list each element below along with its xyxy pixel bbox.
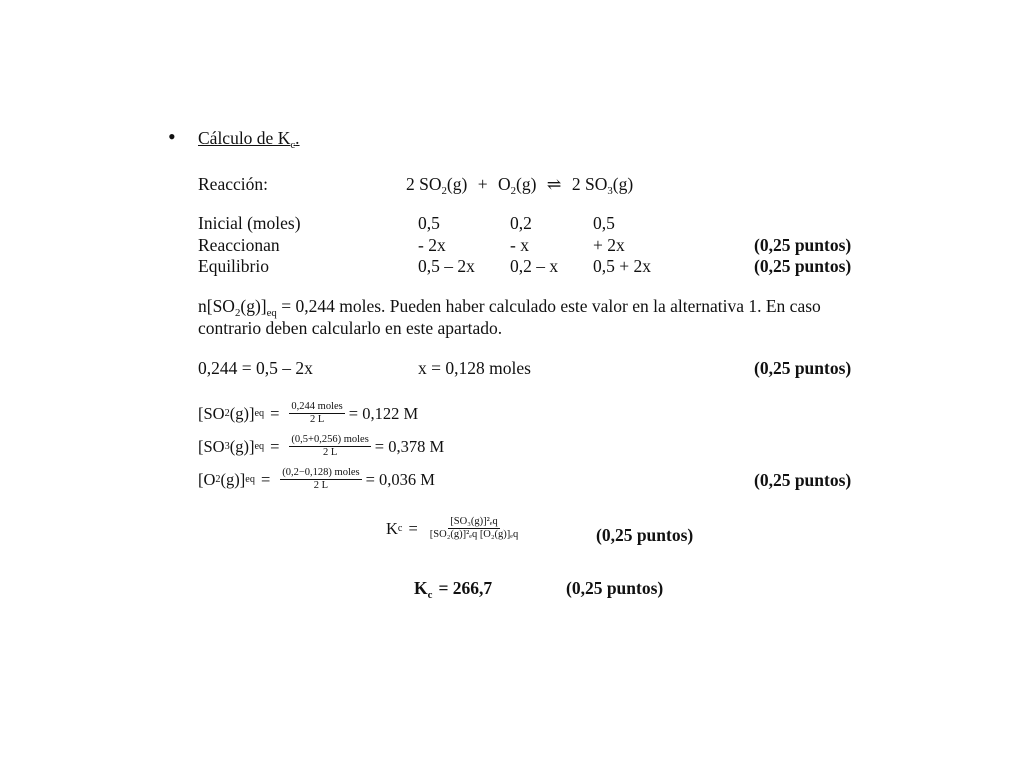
product-so3-state: (g) (612, 174, 634, 194)
ice-cell-so2: 0,5 – 2x (418, 256, 475, 276)
ice-cell-o2: 0,2 (510, 213, 532, 233)
fraction-numerator: (0,5+0,256) moles (291, 434, 369, 445)
kc-symbol: K (386, 518, 398, 538)
heading-text: Cálculo de K (198, 128, 291, 148)
equals-sign: = (408, 518, 418, 538)
fraction-denominator: 2 L (313, 480, 329, 491)
section-heading (198, 128, 300, 149)
points-label: (0,25 puntos) (596, 525, 694, 545)
fraction-numerator: 0,244 moles (291, 401, 343, 412)
paragraph-line-2: contrario deben calcularlo en este apartado. (198, 318, 503, 338)
points-label: (0,25 puntos) (754, 256, 852, 276)
plus-sign: + (477, 174, 488, 194)
ice-cell-o2: 0,2 – x (510, 256, 559, 276)
species-state: (g) (229, 436, 249, 456)
kc-fraction (428, 516, 520, 541)
ice-cell-so2: - 2x (418, 235, 446, 255)
reactant-o2: O (497, 174, 511, 194)
kc-numerator: [SO₃(g)]²ₑq (450, 516, 498, 527)
solve-equation: 0,244 = 0,5 – 2x (198, 358, 313, 378)
kc-subscript: c (427, 588, 433, 601)
species-bracket: [ (198, 469, 204, 489)
moles-expression: n[SO (198, 296, 235, 316)
paragraph-line-1 (198, 296, 821, 317)
fraction (289, 401, 344, 426)
paragraph-text: = 0,244 moles. Pueden haber calculado este valor en la alternativa 1. En caso (276, 296, 821, 316)
points-label: (0,25 puntos) (754, 358, 852, 378)
reactant-so2-state: (g) (446, 174, 468, 194)
fraction-denominator: 2 L (309, 414, 325, 425)
concentration-o2: [ O 2 (g) ] eq = $\frac{\text{(0,2−0,128) moles}}{2 L}$ = 0,036 M (198, 467, 435, 491)
reaction-equation (406, 174, 633, 195)
species-bracket: ] (239, 469, 246, 489)
species-state: (g) (220, 469, 240, 489)
ice-row-label: Reaccionan (198, 235, 280, 255)
ice-cell-o2: - x (510, 235, 529, 255)
ice-cell-so3: 0,5 (593, 213, 615, 233)
concentration-so2: [ SO 2 (g) ] eq = $\frac{\text{0,244 moles}}{2 L}$ = 0,122 M (198, 401, 419, 425)
ice-row-label: Inicial (moles) (198, 213, 301, 233)
species-formula: SO (203, 403, 225, 423)
species-bracket: ] (248, 436, 255, 456)
ice-cell-so3: + 2x (593, 235, 625, 255)
moles-expression-mid: (g)] (240, 296, 267, 316)
reactant-so2-sub: 2 (441, 184, 447, 197)
points-label: (0,25 puntos) (754, 470, 852, 490)
kc-expression: K c = $\frac{\text{[SO₃(g)]²ₑq}}{\text{[SO₂(g)]²ₑq [O₂(g)]ₑq}}$ (386, 516, 519, 540)
solve-result: x = 0,128 moles (418, 358, 531, 378)
points-label: (0,25 puntos) (754, 235, 852, 255)
reaction-label: Reacción: (198, 174, 268, 194)
species-formula: O (203, 469, 216, 489)
concentration-result: = 0,122 M (348, 403, 419, 423)
kc-symbol: K (414, 578, 428, 598)
concentration-so3: [ SO 3 (g) ] eq = $\frac{\text{(0,5+0,256) moles}}{2 L}$ = 0,378 M (198, 434, 445, 458)
product-so3-coef: 2 SO (571, 174, 608, 194)
species-state: (g) (229, 403, 249, 423)
kc-result (414, 578, 492, 599)
fraction-numerator: (0,2−0,128) moles (282, 467, 360, 478)
species-formula: SO (203, 436, 225, 456)
reactant-so2-coef: 2 SO (406, 174, 442, 194)
kc-denominator: [SO₂(g)]²ₑq [O₂(g)]ₑq (429, 529, 519, 540)
reactant-o2-state: (g) (516, 174, 537, 194)
fraction (289, 434, 370, 459)
moles-expression-sub: 2 (234, 306, 241, 319)
heading-tail: . (295, 128, 300, 148)
points-label: (0,25 puntos) (566, 578, 664, 598)
concentration-result: = 0,036 M (365, 469, 435, 489)
species-bracket: ] (248, 403, 255, 423)
kc-value: = 266,7 (438, 578, 493, 598)
species-bracket: [ (198, 403, 204, 423)
concentration-result: = 0,378 M (374, 436, 445, 456)
reactant-o2-sub: 2 (510, 184, 517, 197)
ice-cell-so3: 0,5 + 2x (593, 256, 651, 276)
ice-row-label: Equilibrio (198, 256, 269, 276)
ice-cell-so2: 0,5 (418, 213, 440, 233)
fraction (280, 467, 361, 492)
bullet-icon: • (168, 124, 176, 149)
species-bracket: [ (198, 436, 204, 456)
fraction-denominator: 2 L (322, 447, 338, 458)
product-so3-sub: 3 (607, 184, 613, 197)
moles-expression-eq-sub: eq (266, 306, 277, 319)
equilibrium-arrow-icon: ⇌ (546, 174, 562, 194)
heading-subscript: c (290, 138, 296, 151)
